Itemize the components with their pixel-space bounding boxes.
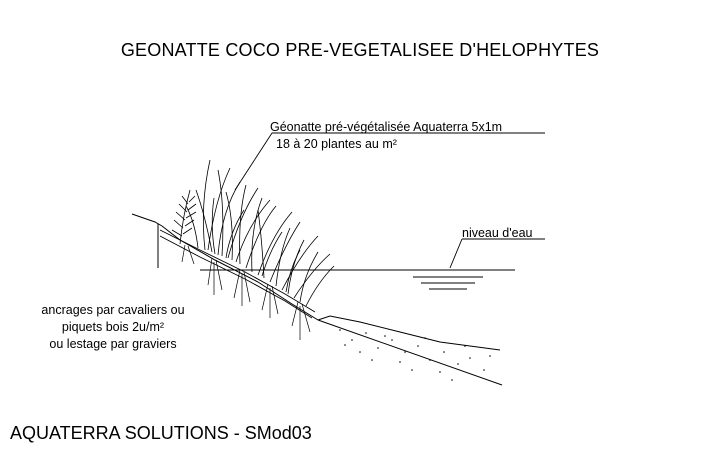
- anchoring-line-1: ancrages par cavaliers ou: [41, 303, 185, 317]
- anchoring-line-2: piquets bois 2u/m²: [61, 320, 165, 334]
- geonatte-label: Géonatte pré-végétalisée Aquaterra 5x1m: [270, 120, 503, 134]
- fern-plant: [172, 190, 196, 244]
- drawing-title: GEONATTE COCO PRE-VEGETALISEE D'HELOPHYTES: [120, 40, 600, 60]
- anchoring-line-3: ou lestage par graviers: [49, 337, 177, 351]
- geonatte-annotation: [270, 119, 502, 153]
- leader-lines: [235, 133, 545, 268]
- water-level-label: niveau d'eau: [462, 226, 533, 240]
- anchoring-annotation: [18, 302, 208, 353]
- footer-reference: AQUATERRA SOLUTIONS - SMod03: [10, 423, 312, 443]
- plant-density-label: 18 à 20 plantes au m²: [276, 137, 397, 151]
- bank-profile: [132, 214, 502, 385]
